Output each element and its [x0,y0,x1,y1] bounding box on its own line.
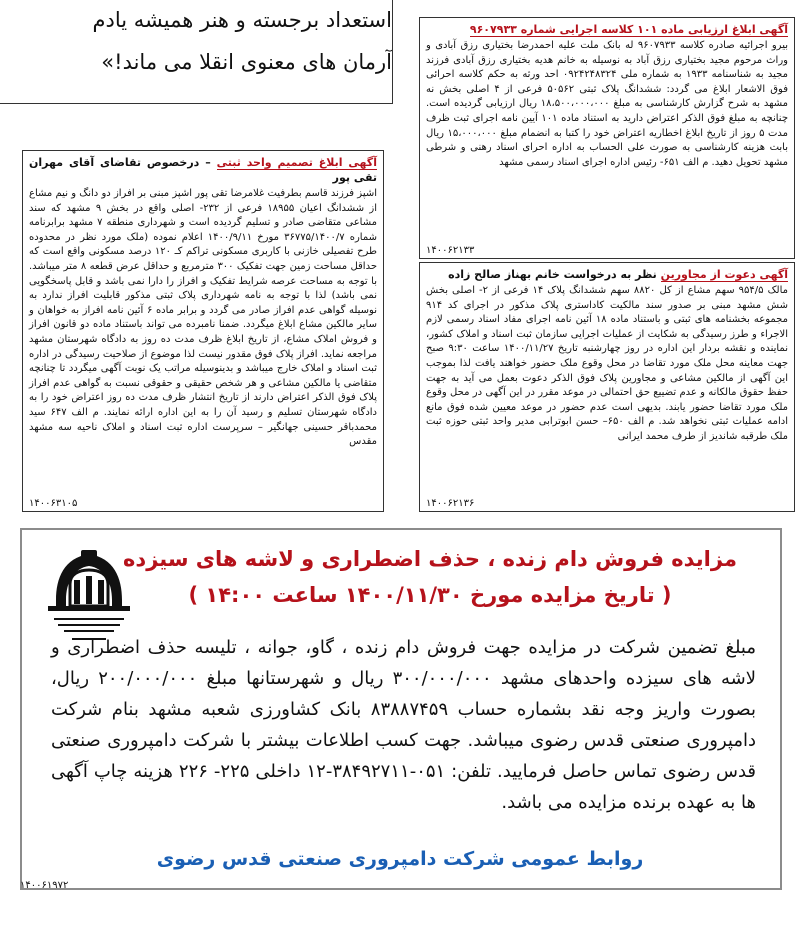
top-left-article-fragment [0,0,393,104]
fragment-line-1: استعداد برجسته و هنر همیشه یادم [92,8,392,32]
notice-decision-title: آگهی ابلاغ تصمیم واحد ثبتی – درخصوص تقاضای آقای مهران تقی پور [29,156,377,184]
notice-neighbors [419,262,795,512]
auction-footer: روابط عمومی شرکت دامپروری صنعتی قدس رضوی [156,848,644,870]
notice-decision-id: ۱۴۰۰۶۳۱۰۵ [29,498,78,509]
auction-body: مبلغ تضمین شرکت در مزایده جهت فروش دام زنده ، گاو، جوانه ، تلیسه حذف اضطراری و لاشه های سیزده واحدهای مشهد ۳۰۰/۰۰۰/۰۰۰ ریال و شهرستانها مبلغ ۲۰۰/۰۰۰/۰۰۰ ریال، بصورت واریز وجه نقد بشماره حساب ۸۳۸۸۷۴۵۹ بانک کشاورزی شعبه مشهد بنام شرکت دامپروری صنعتی قدس رضوی میباشد. جهت کسب اطلاعات بیشتر با شرکت دامپروری صنعتی قدس رضوی تماس حاصل فرمایید. تلفن: ۰۵۱-۳۸۴۹۲۷۱۱-۱۲ داخلی ۲۲۵- ۲۲۶ هزینه چاپ آگهی ها به عهده برنده مزایده می باشد. [51,637,757,813]
auction-id: ۱۴۰۰۶۱۹۷۲ [20,880,69,891]
notice-neighbors-body: مالک ۹۵۴/۵ سهم مشاع از کل ۸۸۲۰ سهم ششدانگ پلاک ۱۴ فرعی از ۲- اصلی بخش شش مشهد مبنی بر صدور سند مالکیت کاداستری پلاک مذکور در اجرای کد ۹۱۴ مجموعه بخشنامه های ثبتی و باستناد ماده ۱۸ آئین نامه اجرای مفاد اسناد رسمی لازم الاجراء و طرز رسیدگی به شکایت از عملیات اجرایی سازمان ثبت اسناد و املاک کشور، نماینده و نقشه بردار این اداره در روز چهارشنبه تاریخ ۱۴۰۰/۱۱/۲۷ ساعت ۹:۳۰ صبح جهت معاینه محل ملک مورد تقاضا در محل وقوع ملک حضور خواهند یافت لذا بموجب این آگهی از مالکین مشاعی و مجاورین پلاک فوق الذکر دعوت بعمل می آید به جهت حفظ حقوق مالکانه و عدم تضییع حق احتمالی در موعد مقرر در این آگهی در محل وقوع ملک مورد تقاضا حضور یابند. بدیهی است عدم حضور در موعد معیین شده فوق مانع ادامه عملیات ثبتی نخواهد شد. م الف ۶۵۰– حسن ابوترابی مدیر واحد ثبتی حوزه ثبت ملک طرقبه شاندیز از طرف محمد ایرانی [426,285,788,442]
notice-decision [22,150,384,512]
notice-neighbors-title: آگهی دعوت از مجاورین نظر به درخواست خانم بهناز صالح زاده [448,268,788,281]
fragment-line-2: آرمان های معنوی انقلا می ماند!» [101,50,392,74]
notice-decision-body: اشپز فرزند قاسم بطرفیت غلامرضا تقی پور اشپز مبنی بر افراز دو دانگ و نیم مشاع از ششدانگ اعیان ۱۸۹۵۵ فرعی از ۲۳۲- اصلی واقع در بخش ۹ مشهد که سند مشاعی متقاضی صادر و تسلیم گردیده است و شهرداری منطقه ۷ مشهد برابرنامه شماره ۳۶۷۷۵/۱۴۰۰/۷ مورخ ۱۴۰۰/۹/۱۱ اعلام نموده (ملک مورد نظر در محدوده طرح تفصیلی خازنی با کاربری مسکونی تراکم کـ ۱۲۰ درصد مسکونی واقع است که حداقل مساحت زمین جهت تفکیک ۳۰۰ مترمربع و حداقل عرض قطعه ۸ متر میباشد. با توجه به مساحت عرصه شرایط تفکیک و افراز را دارا نمی باشد و قابل پاسخگویی نمی باشد) لذا با توجه به نامه شهرداری پلاک ثبتی مذکور قابلیت افراز ندارد به نوسیله گواهی عدم افراز صادر می گردد و برابر ماده ۶ آئین نامه افراز به خواهان و سایر مالکین مشاع ابلاغ میگردد. ضمنا نامبرده می تواند باستناد ماده دو قانون افراز و فروش املاک مشاع، از تاریخ ابلاغ ظرف مدت ده روز به دادگاه شهرستان مشهد مراجعه نماید. افراز پلاک فوق مقدور نیست لذا موضوع از صلاحیت رسیدگی در اداره ثبت اسناد و املاک خارج میباشد و بدینوسیله مراتب یک نوبت آگهی میگردد تا چنانچه متقاضی یا مالکین مشاعی و هر شخص حقیقی و حقوقی نسبت به گواهی عدم افراز پلاک فوق الذکر اعتراض دارند از تاریخ انتشار ظرف مدت ده روز اعتراض خود را به دادگاه شهرستان تسلیم و رسید آن را به این اداره ارائه نمایند. م الف ۶۴۷ سید محمدباقر حسینی جهانگیر – سرپرست اداره ثبت اسناد و املاک ناحیه سه مشهد مقدس [29,188,378,448]
notice-assessment-id: ۱۴۰۰۶۲۱۳۳ [426,245,475,256]
auction-title: مزایده فروش دام زنده ، حذف اضطراری و لاشه های سیزده [123,547,737,571]
notice-assessment-title: آگهی ابلاغ ارزیابی ماده ۱۰۱ کلاسه اجرایی شماره ۹۶۰۷۹۳۳ [469,23,788,36]
notice-assessment [419,17,795,259]
notice-assessment-body: بیرو اجرائیه صادره کلاسه ۹۶۰۷۹۳۳ له بانک ملت علیه احمدرضا بختیاری رزق آبادی و وراث مرحوم مجید بختیاری رزق آباد به نوسیله به خانم هدیه بختیاری رزق آبادی فرزند مجید به شناسنامه ۱۹۳۳ به شماره ملی ۰۹۲۴۲۴۸۳۲۴ احد ورثه به حکم کلاسه احرائی فوق الاشعار ابلاغ می گردد: ششدانگ پلاک ثبتی ۵۰۵۶۲ فرعی از ۴ اصلی بخش نه مشهد به شرح گزارش کارشناسی به مبلغ ۱۸،۵۰۰،۰۰۰،۰۰۰ ریال ارزیابی گردیده است. چنانچه به مبلغ فوق الذکر اعتراض دارید به استناد ماده ۱۰۱ آیین نامه اجرای ثبت ظرف مدت ۵ روز از تاریخ ابلاغ اخطاریه اعتراض خود را کتبا به انضمام مبلغ ۱۵،۰۰۰،۰۰۰ ریال بابت هزینه کارشناسی به صورت علی الحساب به اداره احرای اسناد رهنی و شرطی مشهد تحویل دهید. م الف ۶۵۱- رئیس اداره اجرای اسناد رسمی مشهد [426,40,789,168]
auction-advertisement [20,528,782,890]
notice-neighbors-id: ۱۴۰۰۶۲۱۳۶ [426,498,475,509]
auction-date-line: ( تاریخ مزایده مورخ ۱۴۰۰/۱۱/۳۰ ساعت ۱۴:۰۰ ) [188,583,672,607]
